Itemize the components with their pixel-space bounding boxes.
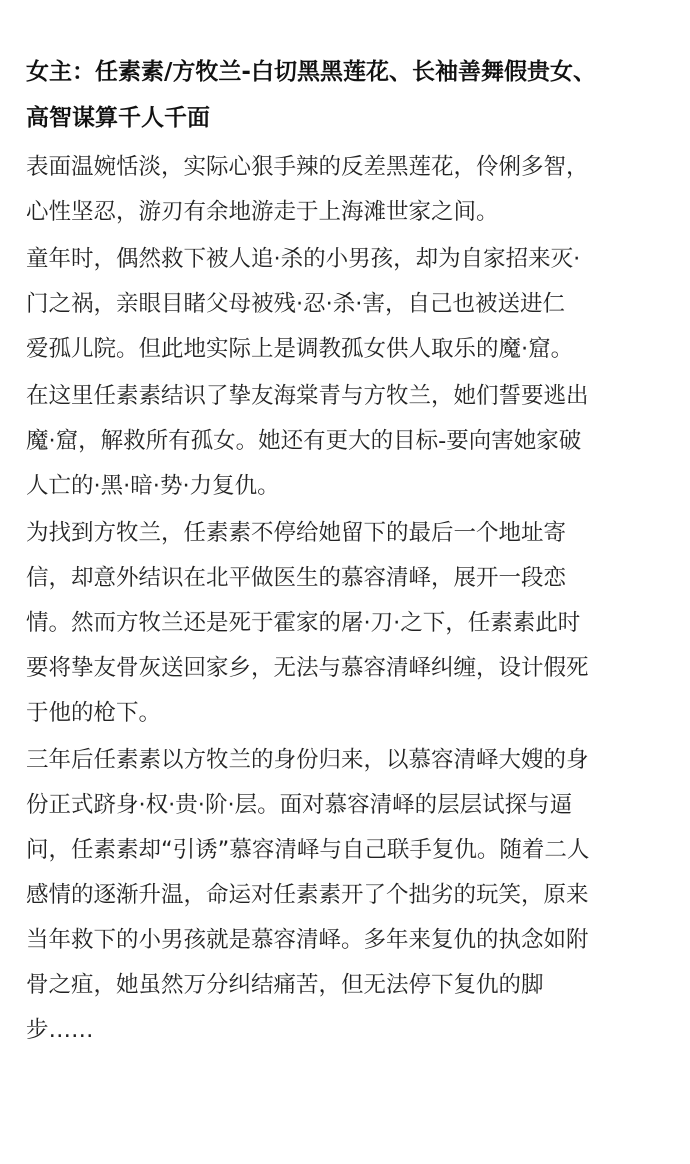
heading-line: 高智谋算千人千面 [26, 105, 210, 131]
paragraph-intro [26, 145, 674, 235]
paragraph-orphanage [26, 374, 674, 509]
paragraph-romance [26, 511, 674, 736]
article-heading [26, 49, 674, 141]
text-line: 爱孤儿院。但此地实际上是调教孤女供人取乐的魔·窟。 [26, 336, 574, 362]
text-line: 表面温婉恬淡，实际心狠手辣的反差黑莲花，伶俐多智， [26, 154, 589, 180]
paragraph-childhood [26, 237, 674, 372]
text-line: 于他的枪下。 [26, 700, 162, 726]
text-line: 心性坚忍，游刃有余地游走于上海滩世家之间。 [26, 199, 499, 225]
text-line: 魔·窟，解救所有孤女。她还有更大的目标-要向害她家破 [26, 428, 582, 454]
heading-line: 女主：任素素/方牧兰-白切黑黑莲花、长袖善舞假贵女、 [26, 59, 596, 85]
text-line: 份正式跻身·权·贵·阶·层。面对慕容清峄的层层试探与逼 [26, 792, 573, 818]
text-line: 三年后任素素以方牧兰的身份归来，以慕容清峄大嫂的身 [26, 747, 589, 773]
text-line: 骨之疽，她虽然万分纠结痛苦，但无法停下复仇的脚 [26, 972, 544, 998]
text-line: 人亡的·黑·暗·势·力复仇。 [26, 473, 280, 499]
paragraph-return [26, 738, 674, 1053]
text-line: 信，却意外结识在北平做医生的慕容清峄，展开一段恋 [26, 565, 567, 591]
text-line: 当年救下的小男孩就是慕容清峄。多年来复仇的执念如附 [26, 927, 589, 953]
text-line: 要将挚友骨灰送回家乡，无法与慕容清峄纠缠，设计假死 [26, 655, 589, 681]
text-line: 问，任素素却“引诱”慕容清峄与自己联手复仇。随着二人 [26, 837, 590, 863]
text-line: 步…… [26, 1017, 94, 1043]
text-line: 门之祸，亲眼目睹父母被残·忍·杀·害，自己也被送进仁 [26, 291, 565, 317]
text-line: 为找到方牧兰，任素素不停给她留下的最后一个地址寄 [26, 520, 567, 546]
article-body [26, 49, 674, 1055]
text-line: 在这里任素素结识了挚友海棠青与方牧兰，她们誓要逃出 [26, 383, 589, 409]
text-line: 情。然而方牧兰还是死于霍家的屠·刀·之下，任素素此时 [26, 610, 581, 636]
text-line: 感情的逐渐升温，命运对任素素开了个拙劣的玩笑，原来 [26, 882, 589, 908]
text-line: 童年时，偶然救下被人追·杀的小男孩，却为自家招来灭· [26, 246, 581, 272]
